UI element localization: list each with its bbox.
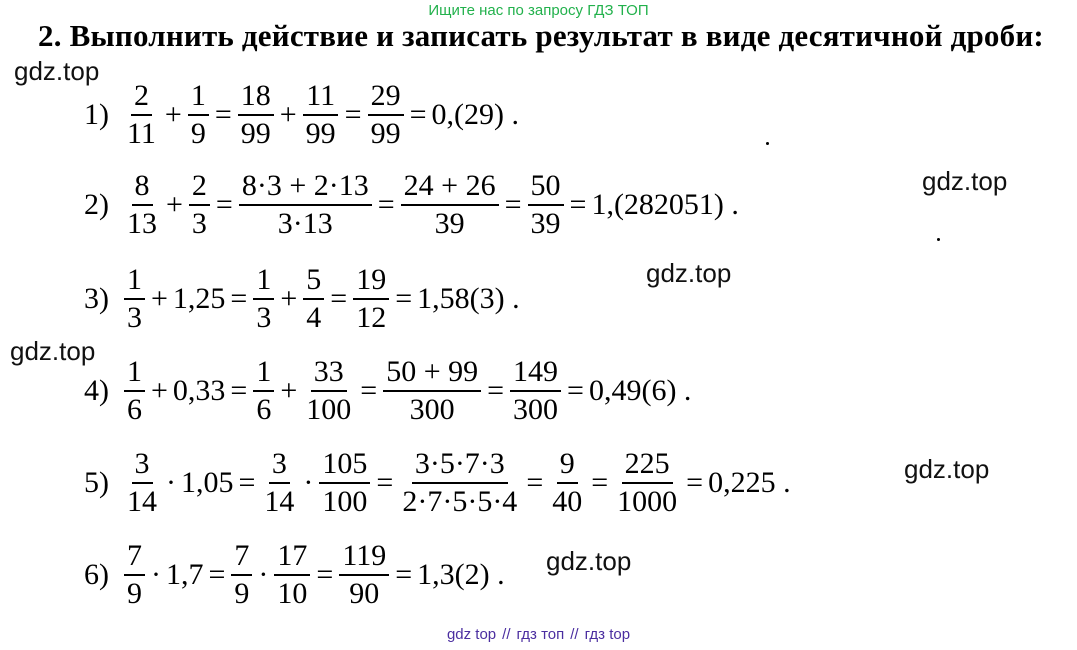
fraction-denominator: 12 [356, 300, 387, 334]
operator: = [504, 187, 522, 221]
fraction [239, 170, 372, 239]
fraction-numerator: 1 [188, 80, 209, 116]
fraction-numerator: 1 [253, 264, 274, 300]
fraction-numerator: 8·3 + 2·13 [239, 170, 372, 206]
operator: + [166, 187, 183, 221]
operator: = [330, 281, 348, 315]
fraction-numerator: 3 [269, 448, 290, 484]
expression-text: 1,25 [172, 281, 226, 315]
task-title: 2. Выполнить действие и записать результат в виде десятичной дроби: [38, 18, 1044, 53]
operator: = [686, 465, 704, 499]
fraction-numerator: 119 [339, 540, 389, 576]
operator: = [230, 281, 248, 315]
fraction [368, 80, 404, 149]
solution-5 [84, 448, 793, 517]
fraction [339, 540, 389, 609]
fraction-denominator: 3 [127, 300, 142, 334]
fraction-numerator: 2 [131, 80, 152, 116]
operator: + [151, 281, 168, 315]
operator: + [164, 97, 182, 131]
operator: + [151, 373, 168, 407]
solution-number: 6) [84, 557, 109, 591]
operator: = [316, 557, 334, 591]
operator: = [591, 465, 609, 499]
fraction [188, 80, 209, 149]
fraction-denominator: 10 [277, 576, 308, 610]
fraction-numerator: 1 [124, 356, 145, 392]
expression-text: 1,7 [166, 557, 204, 591]
fraction-numerator: 105 [319, 448, 370, 484]
solution-number: 1) [84, 97, 109, 131]
fraction-numerator: 50 + 99 [383, 356, 481, 392]
operator: = [344, 97, 362, 131]
operator: = [395, 557, 413, 591]
operator: · [258, 557, 269, 591]
fraction [303, 356, 354, 425]
fraction-denominator: 11 [127, 116, 156, 150]
expression-text: 1,58(3) . [417, 281, 520, 315]
fraction-denominator: 14 [127, 484, 157, 518]
fraction-denominator: 100 [322, 484, 368, 518]
fraction [353, 264, 389, 333]
footer-link-gdz-top[interactable]: gdz top [446, 626, 497, 643]
fraction-denominator: 3·13 [277, 206, 333, 240]
expression-text: 1,(282051) . [591, 187, 739, 221]
fraction-numerator: 3·5·7·3 [412, 448, 508, 484]
fraction-denominator: 90 [349, 576, 380, 610]
footer-links [0, 626, 1077, 643]
fraction [124, 80, 159, 149]
operator: = [360, 373, 378, 407]
operator: = [215, 187, 233, 221]
fraction [303, 80, 339, 149]
fraction [383, 356, 481, 425]
fraction [124, 264, 145, 333]
operator: · [166, 465, 176, 499]
fraction-denominator: 6 [256, 392, 272, 426]
fraction-denominator: 300 [409, 392, 455, 426]
fraction-denominator: 300 [513, 392, 559, 426]
operator: = [214, 97, 232, 131]
fraction-denominator: 99 [305, 116, 336, 150]
operator: = [569, 187, 587, 221]
solution-number: 4) [84, 373, 109, 407]
search-banner[interactable]: Ищите нас по запросу ГДЗ ТОП [428, 2, 649, 19]
solution-6 [84, 540, 507, 609]
operator: = [395, 281, 413, 315]
operator: + [280, 373, 298, 407]
fraction-denominator: 39 [434, 206, 465, 240]
solution-4 [84, 356, 693, 425]
fraction [261, 448, 297, 517]
fraction-numerator: 1 [253, 356, 274, 392]
operator: + [280, 281, 298, 315]
fraction [528, 170, 564, 239]
fraction [274, 540, 310, 609]
fraction-denominator: 1000 [617, 484, 678, 518]
fraction [303, 264, 324, 333]
fraction-numerator: 29 [368, 80, 404, 116]
watermark: gdz.top [14, 56, 100, 86]
expression-text: 1,05 [181, 465, 234, 499]
fraction-denominator: 6 [127, 392, 142, 426]
stray-dot [766, 142, 769, 145]
fraction [319, 448, 370, 517]
operator: · [151, 557, 161, 591]
solution-number: 3) [84, 281, 109, 315]
operator: = [238, 465, 256, 499]
fraction-denominator: 99 [370, 116, 401, 150]
fraction-denominator: 9 [234, 576, 250, 610]
fraction-denominator: 99 [240, 116, 271, 150]
fraction-numerator: 5 [303, 264, 324, 300]
fraction-denominator: 39 [530, 206, 561, 240]
fraction-denominator: 14 [264, 484, 295, 518]
operator: = [526, 465, 544, 499]
expression-text: 0,(29) . [431, 97, 519, 131]
watermark: gdz.top [904, 454, 990, 484]
footer-separator: // [502, 626, 511, 643]
fraction [238, 80, 274, 149]
fraction-numerator: 3 [132, 448, 153, 484]
solution-3 [84, 264, 522, 333]
operator: = [230, 373, 248, 407]
fraction-denominator: 40 [552, 484, 583, 518]
fraction-numerator: 17 [274, 540, 310, 576]
fraction [401, 170, 499, 239]
fraction-denominator: 100 [306, 392, 352, 426]
expression-text: 1,3(2) . [417, 557, 505, 591]
fraction [253, 264, 274, 333]
operator: = [487, 373, 505, 407]
fraction [124, 170, 160, 239]
operator: = [567, 373, 584, 407]
solution-number: 5) [84, 465, 109, 499]
operator: = [376, 465, 394, 499]
solution-2 [84, 170, 741, 239]
watermark: gdz.top [646, 258, 732, 288]
fraction-denominator: 3 [256, 300, 272, 334]
fraction [549, 448, 585, 517]
operator: = [409, 97, 427, 131]
expression-text: 0,225 . [708, 465, 791, 499]
footer-link-gdz-top-ru[interactable]: гдз топ [516, 626, 565, 643]
fraction-denominator: 3 [191, 206, 207, 240]
fraction-denominator: 13 [127, 206, 157, 240]
fraction-numerator: 1 [124, 264, 145, 300]
fraction-numerator: 50 [528, 170, 564, 206]
stray-dot [937, 238, 940, 241]
fraction-numerator: 225 [622, 448, 673, 484]
fraction-numerator: 7 [231, 540, 252, 576]
operator: = [208, 557, 226, 591]
solution-1 [84, 80, 521, 149]
expression-text: 0,33 [172, 373, 226, 407]
fraction [399, 448, 520, 517]
watermark: gdz.top [922, 166, 1008, 196]
fraction-denominator: 4 [306, 300, 322, 334]
fraction [124, 356, 145, 425]
operator: = [377, 187, 395, 221]
fraction-numerator: 9 [557, 448, 578, 484]
footer-link-gdz-top-mixed[interactable]: гдз top [584, 626, 631, 643]
fraction [510, 356, 561, 425]
fraction [614, 448, 680, 517]
fraction-numerator: 8 [132, 170, 153, 206]
fraction [189, 170, 210, 239]
operator: · [303, 465, 314, 499]
fraction-numerator: 11 [303, 80, 338, 116]
fraction-numerator: 24 + 26 [401, 170, 499, 206]
operator: + [279, 97, 297, 131]
fraction [124, 448, 160, 517]
fraction [124, 540, 145, 609]
fraction-denominator: 2·7·5·5·4 [402, 484, 518, 518]
fraction-numerator: 19 [353, 264, 389, 300]
fraction [231, 540, 252, 609]
fraction-denominator: 9 [190, 116, 206, 150]
fraction-numerator: 33 [311, 356, 347, 392]
fraction-numerator: 18 [238, 80, 274, 116]
watermark: gdz.top [546, 546, 632, 576]
solution-number: 2) [84, 187, 109, 221]
watermark: gdz.top [10, 336, 96, 366]
fraction-numerator: 149 [510, 356, 561, 392]
fraction [253, 356, 274, 425]
fraction-numerator: 7 [124, 540, 145, 576]
fraction-numerator: 2 [189, 170, 210, 206]
footer-separator: // [570, 626, 579, 643]
fraction-denominator: 9 [127, 576, 142, 610]
expression-text: 0,49(6) . [588, 373, 692, 407]
